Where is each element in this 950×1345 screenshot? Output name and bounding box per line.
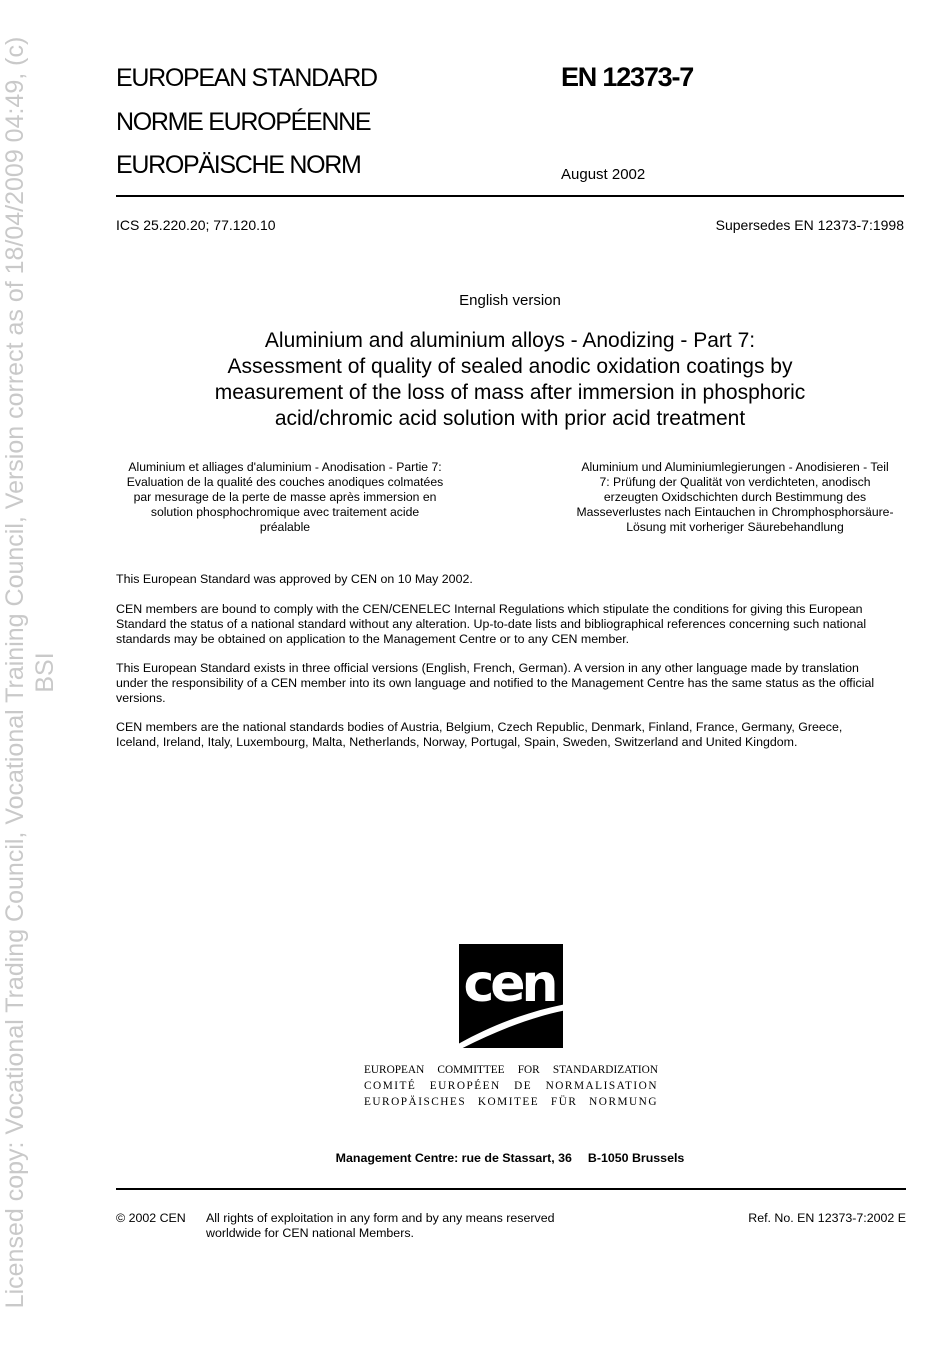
watermark-line-1: Licensed copy: Vocational Trading Council, Vocational Training Council, Version correct as of 18/04/2009 04:49, (c) <box>1 36 29 1309</box>
language-version: English version <box>459 292 561 309</box>
supersedes-note: Supersedes EN 12373-7:1998 <box>715 217 904 233</box>
rights-line: worldwide for CEN national Members. <box>206 1226 414 1240</box>
rights-statement <box>206 1211 606 1241</box>
french-title-line: Evaluation de la qualité des couches anodiques colmatées <box>126 475 444 489</box>
committee-name-en: EUROPEAN COMMITTEE FOR STANDARDIZATION <box>364 1064 658 1076</box>
standard-title-fr: NORME EUROPÉENNE <box>116 108 371 136</box>
ics-codes: ICS 25.220.20; 77.120.10 <box>116 217 276 233</box>
cen-logo <box>459 944 563 1048</box>
paragraph-line: This European Standard exists in three official versions (English, French, German). A version in any other language made by translation <box>116 661 859 675</box>
german-title-line: 7: Prüfung der Qualität von verdichteten, anodisch <box>599 475 871 489</box>
management-centre <box>0 1151 950 1165</box>
paragraph-line: This European Standard was approved by CEN on 10 May 2002. <box>116 572 473 586</box>
committee-name-de: EUROPÄISCHES KOMITEE FÜR NORMUNG <box>364 1096 658 1108</box>
paragraph-line: CEN members are the national standards bodies of Austria, Belgium, Czech Republic, Denmark, Finland, France, Germany, Greece, <box>116 720 843 734</box>
document-title <box>116 328 904 432</box>
cen-logo-graphic <box>459 944 563 1048</box>
french-title-line: solution phosphochromique avec traitement acide <box>150 505 420 519</box>
title-line: measurement of the loss of mass after immersion in phosphoric <box>214 381 806 404</box>
committee-name-fr: COMITÉ EUROPÉEN DE NORMALISATION <box>364 1080 658 1092</box>
rights-line: All rights of exploitation in any form and by any means reserved <box>206 1211 555 1225</box>
french-title-line: Aluminium et alliages d'aluminium - Anodisation - Partie 7: <box>128 460 442 474</box>
french-title <box>116 460 454 535</box>
standard-title-de: EUROPÄISCHE NORM <box>116 151 361 179</box>
german-title <box>565 460 905 535</box>
paragraph-line: CEN members are bound to comply with the CEN/CENELEC Internal Regulations which stipulate the conditions for giving this European <box>116 602 863 616</box>
cen-logo-text: cen <box>463 954 555 1014</box>
management-address: Management Centre: rue de Stassart, 36 <box>335 1151 572 1165</box>
paragraph-line: Iceland, Ireland, Italy, Luxembourg, Malta, Netherlands, Norway, Portugal, Spain, Sweden, Switzerland and United Kingdom. <box>116 735 798 749</box>
paragraph-line: standards may be obtained on application to the Management Centre or to any CEN member. <box>116 632 630 646</box>
footer-divider <box>116 1188 906 1190</box>
german-title-line: erzeugten Oxidschichten durch Bestimmung des <box>603 490 867 504</box>
watermark-line-2: BSI <box>31 652 59 693</box>
compliance-paragraph <box>116 602 906 647</box>
cen-committee-names <box>364 1062 658 1110</box>
german-title-line: Masseverlustes nach Eintauchen in Chromphosphorsäure- <box>576 505 894 519</box>
german-title-line: Lösung mit vorheriger Säurebehandlung <box>626 520 844 534</box>
french-title-line: préalable <box>259 520 311 534</box>
paragraph-line: Standard the status of a national standard without any alteration. Up-to-date lists and bibliographical references concerning such national <box>116 617 867 631</box>
copyright: © 2002 CEN <box>116 1211 186 1225</box>
header-divider <box>116 195 904 197</box>
standard-number: EN 12373-7 <box>561 62 694 92</box>
management-city: B-1050 Brussels <box>587 1151 685 1165</box>
reference-number: Ref. No. EN 12373-7:2002 E <box>748 1211 906 1225</box>
title-line: Aluminium and aluminium alloys - Anodizing - Part 7: <box>264 329 756 352</box>
paragraph-line: under the responsibility of a CEN member into its own language and notified to the Management Centre has the same status as the official <box>116 676 875 690</box>
german-title-line: Aluminium und Aluminiumlegierungen - Anodisieren - Teil <box>581 460 889 474</box>
title-line: Assessment of quality of sealed anodic oxidation coatings by <box>227 355 793 378</box>
license-watermark <box>0 0 68 1345</box>
title-line: acid/chromic acid solution with prior acid treatment <box>274 407 746 430</box>
french-title-line: par mesurage de la perte de masse après immersion en <box>133 490 437 504</box>
paragraph-line: versions. <box>116 691 166 705</box>
publication-date: August 2002 <box>561 166 646 183</box>
members-paragraph <box>116 720 906 750</box>
approval-paragraph <box>116 572 906 587</box>
standard-title-en: EUROPEAN STANDARD <box>116 64 377 92</box>
versions-paragraph <box>116 661 906 706</box>
